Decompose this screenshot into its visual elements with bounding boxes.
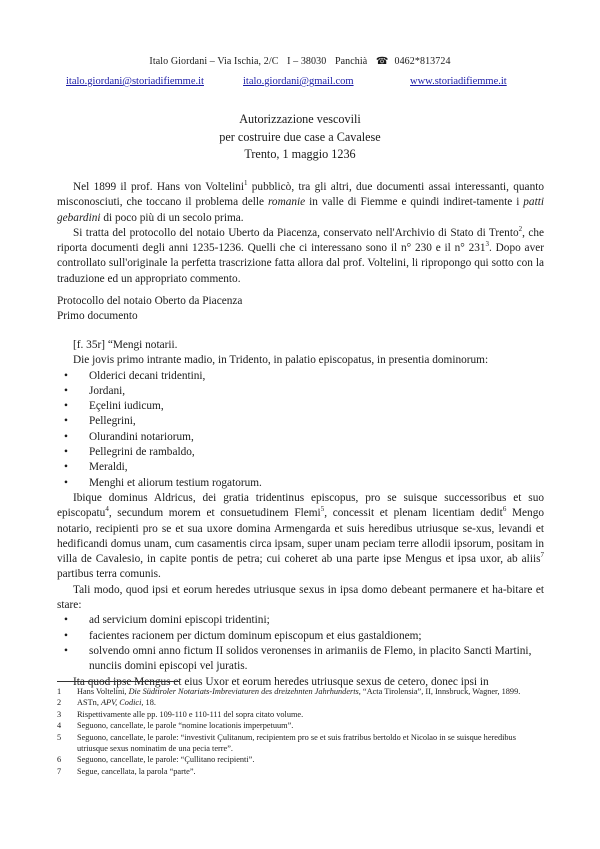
list-item: • Jordani, bbox=[57, 384, 544, 399]
doc-paragraph-4: Tali modo, quod ipsi et eorum heredes utriusque sexus in ipsa domo debeant permanere et ha-bitare et stare: bbox=[57, 583, 544, 612]
email-link-1[interactable]: italo.giordani@storiadifiemme.it bbox=[66, 76, 204, 87]
footnote: 7 Segue, cancellata, la parola “parte”. bbox=[57, 766, 196, 776]
letterhead-address bbox=[0, 56, 600, 67]
intro-text bbox=[57, 180, 544, 287]
intro-paragraph-1: Nel 1899 il prof. Hans von Voltelini$^1$ pubblicò, tra gli altri, due documenti assai interessanti, quanto misconosciuti, che toccano il problema delle romanie in valle di Fiemme e quindi indiret-tamente i patti gebardini di poco più di un secolo prima. bbox=[57, 179, 545, 224]
footnote-ref-5: 5 bbox=[320, 505, 325, 514]
section-heading bbox=[57, 294, 544, 325]
witness-list bbox=[57, 369, 544, 491]
doc-line-1: [f. 35r] “Mengi notarii. bbox=[73, 339, 178, 351]
list-item: • Olurandini notariorum, bbox=[57, 430, 544, 445]
list-item: • Pellegrini de rambaldo, bbox=[57, 445, 544, 460]
footnote-separator bbox=[57, 681, 179, 682]
footnote-ref-3: 3 bbox=[485, 240, 490, 249]
footnote: 1 Hans Voltelini, Die Südtiroler Notariats-Imbreviaturen des dreizehnten Jahrhunderts, “Acta Tirolensia”, II, Innsbruck, Wagner, 1899. bbox=[57, 687, 521, 696]
website-link[interactable]: www.storiadifiemme.it bbox=[410, 76, 507, 87]
document-title bbox=[0, 111, 600, 164]
doc-line-2: Die jovis primo intrante madio, in Tridento, in palatio episcopatus, in presentia dominorum: bbox=[73, 354, 489, 367]
conditions-list bbox=[57, 613, 544, 674]
list-item: • facientes racionem per dictum dominum episcopum et eius gastaldionem; bbox=[57, 629, 544, 644]
footnote: 6 Seguono, cancellate, le parole: “Çullitano recipienti”. bbox=[57, 755, 255, 765]
postcode: I – 38030 bbox=[287, 56, 327, 67]
footnote-ref-7: 7 bbox=[540, 551, 544, 560]
address: Italo Giordani – Via Ischia, 2/C bbox=[149, 56, 279, 67]
footnote-ref-4: 4 bbox=[105, 505, 109, 514]
footnote: 5 Seguono, cancellate, le parole: “investivit Çulitanum, recipientem pro se et suis fratribus bertoldo et Nicolao in se suisque heredibus utriusque sexus nominatim de una pecia terre”. bbox=[57, 732, 516, 754]
footnote-ref-6: 6 bbox=[502, 505, 507, 514]
footnotes bbox=[57, 686, 544, 777]
intro-paragraph-2: Si tratta del protocollo del notaio Uberto da Piacenza, conservato nell'Archivio di Stato di Trento$^2$, che riporta documenti degli anni 1235-1236. Quelli che ci interessano sono il n° 230 e il n° $231^3$. Dopo aver controllato sull'originale la perfetta trascrizione fatta allora dal prof. Voltelini, li ripropongo qui sotto con la traduzione ed un appropriato commento. bbox=[57, 225, 545, 285]
list-item: • Menghi et aliorum testium rogatorum. bbox=[57, 476, 544, 491]
footnote-ref-1: 1 bbox=[244, 179, 248, 188]
list-item: • solvendo omni anno fictum II solidos veronenses in arimaniis de Flemo, in placito Sancti Martini, nunciis domini episcopi vel juratis. bbox=[57, 644, 544, 675]
list-item: • ad servicium domini episcopi tridentini; bbox=[57, 613, 544, 628]
email-link-2[interactable]: italo.giordani@gmail.com bbox=[243, 76, 354, 87]
document-transcription bbox=[57, 338, 544, 690]
footnote: 3 Rispettivamente alle pp. 109-110 e 110-111 del sopra citato volume. bbox=[57, 709, 304, 719]
telephone-icon: ☎ bbox=[375, 56, 389, 67]
title-line-1: Autorizzazione vescovili bbox=[239, 112, 361, 126]
town: Panchià bbox=[334, 56, 368, 67]
footnote: 4 Seguono, cancellate, le parole “nomine locationis imperpetuum”. bbox=[57, 721, 294, 731]
doc-paragraph-3: Ibique dominus Aldricus, dei gratia tridentinus episcopus, pro se suisque successoribus et suo episcopatu$^4$, secundum morem et consuetudinem Flemi$^5$, concessit et plenam licentiam dedit$^6$ Mengo notario, recipienti pro se et sua uxore domina Armengarda et suis heredibus utriusque se-xus, levandi et hedificandi domus unam, cum casamentis circa ipsam, super unam peciam terre allodii ipsorum, positam in villa de Cavalesio, in capite pontis de petra; cui coheret ab una parte ipse Mengus et ipsa uxor, ab aliis$^7$ partibus terra comunis. bbox=[57, 491, 544, 581]
list-item: • Olderici decani tridentini, bbox=[57, 369, 544, 384]
phone-number: 0462*813724 bbox=[394, 56, 451, 67]
doc-paragraph-5: Ita quod ipse Mengus et eius Uxor et eorum heredes utriusque sexus de cetero, donec ipsi in bbox=[73, 675, 489, 688]
footnote-ref-2: 2 bbox=[518, 225, 523, 234]
heading-protocol: Protocollo del notaio Oberto da Piacenza bbox=[57, 295, 243, 307]
footnote: 2 ASTn, APV, Codici, 18. bbox=[57, 698, 156, 708]
list-item: • Pellegrini, bbox=[57, 414, 544, 429]
heading-first-document: Primo documento bbox=[57, 310, 138, 323]
title-line-3: Trento, 1 maggio 1236 bbox=[244, 147, 356, 161]
title-line-2: per costruire due case a Cavalese bbox=[219, 129, 381, 144]
list-item: • Eçelini iudicum, bbox=[57, 399, 544, 414]
list-item: • Meraldi, bbox=[57, 460, 544, 475]
